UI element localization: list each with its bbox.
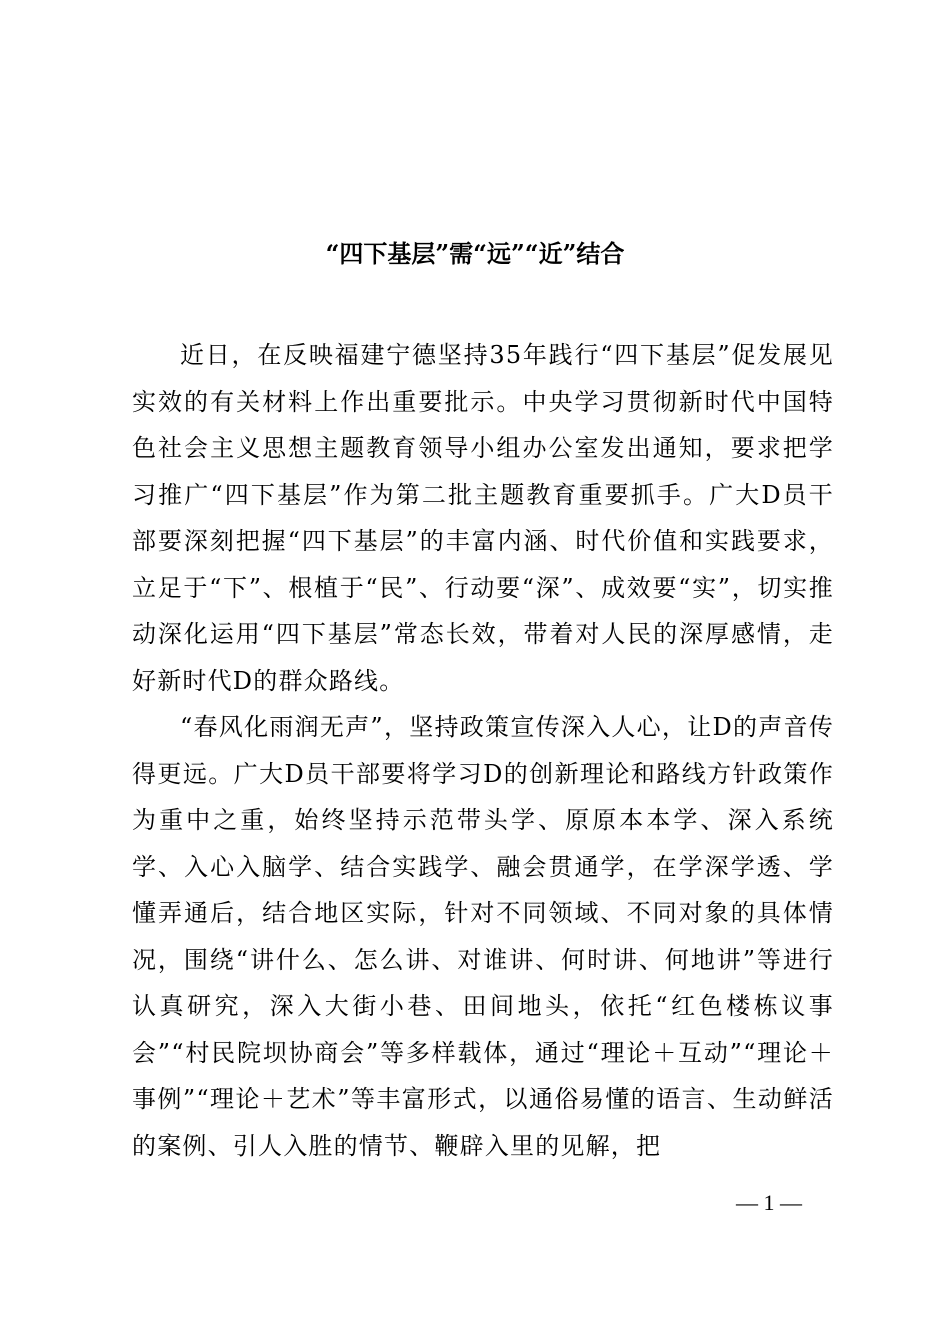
document-body	[132, 332, 834, 1169]
paragraph-2: “春风化雨润无声”，坚持政策宣传深入人心，让D的声音传得更远。广大D员干部要将学习D的创新理论和路线方针政策作为重中之重，始终坚持示范带头学、原原本本学、深入系统学、入心入脑学、结合实践学、融会贯通学，在学深学透、学懂弄通后，结合地区实际，针对不同领域、不同对象的具体情况，围绕“讲什么、怎么讲、对谁讲、何时讲、何地讲”等进行认真研究，深入大街小巷、田间地头，依托“红色楼栋议事会”“村民院坝协商会”等多样载体，通过“理论＋互动”“理论＋事例”“理论＋艺术”等丰富形式，以通俗易懂的语言、生动鲜活的案例、引人入胜的情节、鞭辟入里的见解，把	[132, 713, 834, 1160]
paragraph-1: 近日，在反映福建宁德坚持35年践行“四下基层”促发展见实效的有关材料上作出重要批示。中央学习贯彻新时代中国特色社会主义思想主题教育领导小组办公室发出通知，要求把学习推广“四下基层”作为第二批主题教育重要抓手。广大D员干部要深刻把握“四下基层”的丰富内涵、时代价值和实践要求，立足于“下”、根植于“民”、行动要“深”、成效要“实”，切实推动深化运用“四下基层”常态长效，带着对人民的深厚感情，走好新时代D的群众路线。	[132, 341, 834, 695]
page-number: — 1 —	[736, 1190, 802, 1215]
document-title: “四下基层”需“远”“近”结合	[325, 239, 625, 268]
